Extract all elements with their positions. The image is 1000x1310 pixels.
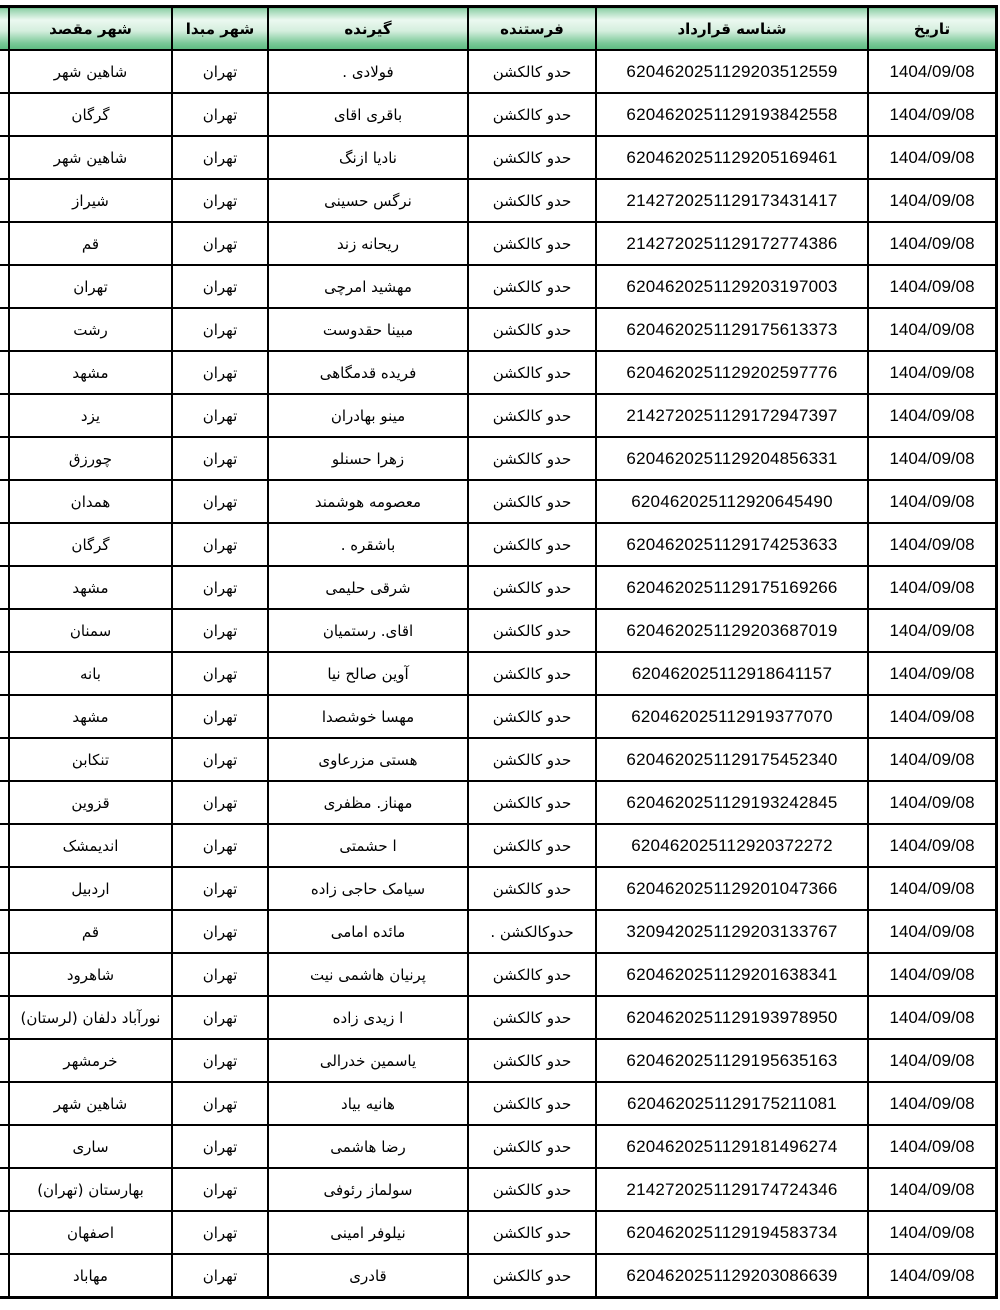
cell-date: 1404/09/08 bbox=[868, 179, 997, 222]
cell-destination: یزد bbox=[9, 394, 172, 437]
cell-origin: تهران bbox=[172, 179, 268, 222]
column-header-receiver: گیرنده bbox=[268, 7, 468, 51]
table-row bbox=[0, 1125, 997, 1168]
cell-contract_id: 2142720251129174724346 bbox=[596, 1168, 868, 1211]
cell-sender: حدو کالکشن bbox=[468, 222, 596, 265]
cell-sender: حدو کالکشن bbox=[468, 738, 596, 781]
cell-origin: تهران bbox=[172, 351, 268, 394]
cell-receiver: زهرا حسنلو bbox=[268, 437, 468, 480]
cell-sender: حدو کالکشن bbox=[468, 566, 596, 609]
cell-destination: شاهین شهر bbox=[9, 136, 172, 179]
cell-date: 1404/09/08 bbox=[868, 480, 997, 523]
cell-destination: گرگان bbox=[9, 523, 172, 566]
cell-date: 1404/09/08 bbox=[868, 738, 997, 781]
table-row bbox=[0, 1168, 997, 1211]
cell-contract_id: 6204620251129201047366 bbox=[596, 867, 868, 910]
cell-destination: قم bbox=[9, 910, 172, 953]
column-header-sender: فرستنده bbox=[468, 7, 596, 51]
cell-contract_id: 6204620251129203086639 bbox=[596, 1254, 868, 1298]
cell-sender: حدو کالکشن bbox=[468, 93, 596, 136]
cell-origin: تهران bbox=[172, 910, 268, 953]
cell-origin: تهران bbox=[172, 394, 268, 437]
cell-receiver: سیامک حاجی زاده bbox=[268, 867, 468, 910]
table-row bbox=[0, 222, 997, 265]
cell-contract_id: 6204620251129205169461 bbox=[596, 136, 868, 179]
cell-receiver: پرنیان هاشمی نیت bbox=[268, 953, 468, 996]
cell-date: 1404/09/08 bbox=[868, 222, 997, 265]
cell-receiver: نیلوفر امینی bbox=[268, 1211, 468, 1254]
cell-destination: بهارستان (تهران) bbox=[9, 1168, 172, 1211]
cell-receiver: هستی مزرعاوی bbox=[268, 738, 468, 781]
cell-contract_id: 3209420251129203133767 bbox=[596, 910, 868, 953]
cell-destination: سمنان bbox=[9, 609, 172, 652]
cell-contract_id: 6204620251129201638341 bbox=[596, 953, 868, 996]
cell-index bbox=[0, 265, 9, 308]
cell-index bbox=[0, 1125, 9, 1168]
cell-contract_id: 620462025112918641157 bbox=[596, 652, 868, 695]
cell-date: 1404/09/08 bbox=[868, 308, 997, 351]
table-row bbox=[0, 523, 997, 566]
cell-date: 1404/09/08 bbox=[868, 781, 997, 824]
table-row bbox=[0, 738, 997, 781]
cell-index bbox=[0, 738, 9, 781]
cell-origin: تهران bbox=[172, 695, 268, 738]
cell-sender: حدو کالکشن bbox=[468, 265, 596, 308]
cell-origin: تهران bbox=[172, 953, 268, 996]
column-header-origin: شهر مبدا bbox=[172, 7, 268, 51]
cell-contract_id: 6204620251129193842558 bbox=[596, 93, 868, 136]
cell-destination: تنکابن bbox=[9, 738, 172, 781]
cell-contract_id: 2142720251129172947397 bbox=[596, 394, 868, 437]
table-row bbox=[0, 867, 997, 910]
cell-origin: تهران bbox=[172, 136, 268, 179]
cell-sender: حدو کالکشن bbox=[468, 351, 596, 394]
table-row bbox=[0, 781, 997, 824]
cell-sender: حدو کالکشن bbox=[468, 953, 596, 996]
cell-contract_id: 6204620251129193978950 bbox=[596, 996, 868, 1039]
cell-receiver: رضا هاشمی bbox=[268, 1125, 468, 1168]
cell-contract_id: 2142720251129172774386 bbox=[596, 222, 868, 265]
cell-receiver: باشقره . bbox=[268, 523, 468, 566]
cell-origin: تهران bbox=[172, 523, 268, 566]
cell-date: 1404/09/08 bbox=[868, 824, 997, 867]
cell-index bbox=[0, 136, 9, 179]
cell-date: 1404/09/08 bbox=[868, 996, 997, 1039]
cell-destination: شاهین شهر bbox=[9, 1082, 172, 1125]
cell-origin: تهران bbox=[172, 1211, 268, 1254]
cell-destination: تهران bbox=[9, 265, 172, 308]
cell-date: 1404/09/08 bbox=[868, 1082, 997, 1125]
cell-receiver: شرقی حلیمی bbox=[268, 566, 468, 609]
table-row bbox=[0, 652, 997, 695]
table-header bbox=[0, 7, 997, 51]
cell-receiver: یاسمین خدرالی bbox=[268, 1039, 468, 1082]
cell-origin: تهران bbox=[172, 93, 268, 136]
header-row bbox=[0, 7, 997, 51]
cell-date: 1404/09/08 bbox=[868, 867, 997, 910]
cell-index bbox=[0, 609, 9, 652]
cell-index bbox=[0, 652, 9, 695]
cell-index bbox=[0, 781, 9, 824]
cell-destination: شیراز bbox=[9, 179, 172, 222]
cell-destination: نورآباد دلفان (لرستان) bbox=[9, 996, 172, 1039]
cell-origin: تهران bbox=[172, 222, 268, 265]
cell-date: 1404/09/08 bbox=[868, 523, 997, 566]
cell-index bbox=[0, 824, 9, 867]
cell-index bbox=[0, 523, 9, 566]
cell-contract_id: 620462025112920372272 bbox=[596, 824, 868, 867]
cell-index bbox=[0, 437, 9, 480]
cell-destination: اندیمشک bbox=[9, 824, 172, 867]
cell-contract_id: 6204620251129204856331 bbox=[596, 437, 868, 480]
cell-receiver: ریحانه زند bbox=[268, 222, 468, 265]
table-row bbox=[0, 480, 997, 523]
column-header-date: تاریخ bbox=[868, 7, 997, 51]
cell-sender: حدو کالکشن bbox=[468, 652, 596, 695]
cell-date: 1404/09/08 bbox=[868, 652, 997, 695]
cell-receiver: باقری اقای bbox=[268, 93, 468, 136]
cell-destination: شاهین شهر bbox=[9, 50, 172, 93]
cell-origin: تهران bbox=[172, 437, 268, 480]
cell-destination: گرگان bbox=[9, 93, 172, 136]
cell-origin: تهران bbox=[172, 738, 268, 781]
cell-date: 1404/09/08 bbox=[868, 695, 997, 738]
cell-date: 1404/09/08 bbox=[868, 1254, 997, 1298]
cell-index bbox=[0, 179, 9, 222]
column-header-contract-id: شناسه قرارداد bbox=[596, 7, 868, 51]
cell-sender: حدو کالکشن bbox=[468, 437, 596, 480]
cell-sender: حدو کالکشن bbox=[468, 394, 596, 437]
cell-date: 1404/09/08 bbox=[868, 953, 997, 996]
cell-index bbox=[0, 566, 9, 609]
cell-index bbox=[0, 996, 9, 1039]
cell-receiver: سولماز رئوفی bbox=[268, 1168, 468, 1211]
cell-receiver: مهشید امرچی bbox=[268, 265, 468, 308]
cell-date: 1404/09/08 bbox=[868, 1039, 997, 1082]
table-row bbox=[0, 93, 997, 136]
cell-index bbox=[0, 695, 9, 738]
cell-index bbox=[0, 351, 9, 394]
cell-receiver: مهسا خوشصدا bbox=[268, 695, 468, 738]
cell-destination: مهاباد bbox=[9, 1254, 172, 1298]
cell-sender: حدو کالکشن bbox=[468, 1125, 596, 1168]
column-header-destination: شهر مقصد bbox=[9, 7, 172, 51]
cell-index bbox=[0, 50, 9, 93]
cell-sender: حدو کالکشن bbox=[468, 1039, 596, 1082]
cell-date: 1404/09/08 bbox=[868, 93, 997, 136]
table-row bbox=[0, 910, 997, 953]
table-row bbox=[0, 1254, 997, 1298]
cell-origin: تهران bbox=[172, 996, 268, 1039]
cell-index bbox=[0, 1254, 9, 1298]
cell-destination: بانه bbox=[9, 652, 172, 695]
cell-origin: تهران bbox=[172, 50, 268, 93]
table-row bbox=[0, 1082, 997, 1125]
cell-receiver: ا حشمتی bbox=[268, 824, 468, 867]
cell-origin: تهران bbox=[172, 652, 268, 695]
cell-date: 1404/09/08 bbox=[868, 394, 997, 437]
cell-destination: مشهد bbox=[9, 351, 172, 394]
cell-contract_id: 620462025112920645490 bbox=[596, 480, 868, 523]
table-body bbox=[0, 50, 997, 1298]
cell-index bbox=[0, 480, 9, 523]
cell-index bbox=[0, 1168, 9, 1211]
cell-sender: حدو کالکشن bbox=[468, 523, 596, 566]
cell-contract_id: 6204620251129181496274 bbox=[596, 1125, 868, 1168]
cell-contract_id: 6204620251129174253633 bbox=[596, 523, 868, 566]
cell-sender: حدو کالکشن bbox=[468, 308, 596, 351]
cell-origin: تهران bbox=[172, 609, 268, 652]
cell-destination: مشهد bbox=[9, 566, 172, 609]
cell-destination: همدان bbox=[9, 480, 172, 523]
cell-origin: تهران bbox=[172, 308, 268, 351]
table-row bbox=[0, 179, 997, 222]
cell-origin: تهران bbox=[172, 480, 268, 523]
cell-receiver: فولادی . bbox=[268, 50, 468, 93]
cell-contract_id: 6204620251129175169266 bbox=[596, 566, 868, 609]
table-row bbox=[0, 695, 997, 738]
table-row bbox=[0, 50, 997, 93]
cell-destination: خرمشهر bbox=[9, 1039, 172, 1082]
cell-destination: مشهد bbox=[9, 695, 172, 738]
cell-index bbox=[0, 867, 9, 910]
column-header-index bbox=[0, 7, 9, 51]
cell-sender: حدو کالکشن bbox=[468, 1211, 596, 1254]
cell-contract_id: 6204620251129195635163 bbox=[596, 1039, 868, 1082]
cell-destination: اردبیل bbox=[9, 867, 172, 910]
cell-destination: قزوین bbox=[9, 781, 172, 824]
cell-origin: تهران bbox=[172, 1125, 268, 1168]
shipments-table bbox=[0, 5, 998, 1299]
cell-sender: حدو کالکشن bbox=[468, 50, 596, 93]
cell-index bbox=[0, 910, 9, 953]
table-row bbox=[0, 824, 997, 867]
cell-date: 1404/09/08 bbox=[868, 437, 997, 480]
cell-sender: حدو کالکشن bbox=[468, 480, 596, 523]
table-row bbox=[0, 136, 997, 179]
table-row bbox=[0, 394, 997, 437]
table-row bbox=[0, 953, 997, 996]
cell-sender: حدو کالکشن bbox=[468, 1168, 596, 1211]
table-row bbox=[0, 609, 997, 652]
cell-origin: تهران bbox=[172, 1082, 268, 1125]
cell-index bbox=[0, 394, 9, 437]
cell-receiver: قادری bbox=[268, 1254, 468, 1298]
cell-origin: تهران bbox=[172, 1254, 268, 1298]
cell-destination: شاهرود bbox=[9, 953, 172, 996]
cell-date: 1404/09/08 bbox=[868, 1211, 997, 1254]
cell-contract_id: 6204620251129203687019 bbox=[596, 609, 868, 652]
cell-receiver: ا زیدی زاده bbox=[268, 996, 468, 1039]
cell-date: 1404/09/08 bbox=[868, 566, 997, 609]
cell-receiver: مائده امامی bbox=[268, 910, 468, 953]
cell-destination: چورزق bbox=[9, 437, 172, 480]
cell-origin: تهران bbox=[172, 781, 268, 824]
cell-destination: ساری bbox=[9, 1125, 172, 1168]
cell-contract_id: 6204620251129193242845 bbox=[596, 781, 868, 824]
cell-date: 1404/09/08 bbox=[868, 1168, 997, 1211]
cell-contract_id: 6204620251129202597776 bbox=[596, 351, 868, 394]
cell-contract_id: 6204620251129203512559 bbox=[596, 50, 868, 93]
table-row bbox=[0, 308, 997, 351]
cell-origin: تهران bbox=[172, 566, 268, 609]
cell-sender: حدو کالکشن bbox=[468, 695, 596, 738]
table-row bbox=[0, 566, 997, 609]
cell-date: 1404/09/08 bbox=[868, 351, 997, 394]
cell-index bbox=[0, 1211, 9, 1254]
cell-index bbox=[0, 93, 9, 136]
cell-sender: حدو کالکشن bbox=[468, 179, 596, 222]
table-row bbox=[0, 1039, 997, 1082]
cell-sender: حدو کالکشن bbox=[468, 609, 596, 652]
cell-date: 1404/09/08 bbox=[868, 910, 997, 953]
cell-origin: تهران bbox=[172, 1039, 268, 1082]
cell-sender: حدو کالکشن bbox=[468, 824, 596, 867]
cell-origin: تهران bbox=[172, 1168, 268, 1211]
cell-receiver: نادیا ازنگ bbox=[268, 136, 468, 179]
cell-destination: رشت bbox=[9, 308, 172, 351]
cell-contract_id: 620462025112919377070 bbox=[596, 695, 868, 738]
cell-date: 1404/09/08 bbox=[868, 1125, 997, 1168]
cell-contract_id: 6204620251129203197003 bbox=[596, 265, 868, 308]
cell-index bbox=[0, 953, 9, 996]
cell-receiver: مبینا حقدوست bbox=[268, 308, 468, 351]
table-row bbox=[0, 265, 997, 308]
cell-destination: قم bbox=[9, 222, 172, 265]
cell-sender: حدو کالکشن bbox=[468, 1082, 596, 1125]
table-row bbox=[0, 996, 997, 1039]
cell-sender: حدو کالکشن bbox=[468, 136, 596, 179]
cell-contract_id: 6204620251129194583734 bbox=[596, 1211, 868, 1254]
table-row bbox=[0, 437, 997, 480]
cell-origin: تهران bbox=[172, 824, 268, 867]
cell-receiver: نرگس حسینی bbox=[268, 179, 468, 222]
cell-receiver: اقای. رستمیان bbox=[268, 609, 468, 652]
cell-origin: تهران bbox=[172, 867, 268, 910]
cell-receiver: معصومه هوشمند bbox=[268, 480, 468, 523]
cell-receiver: فریده قدمگاهی bbox=[268, 351, 468, 394]
cell-date: 1404/09/08 bbox=[868, 50, 997, 93]
cell-date: 1404/09/08 bbox=[868, 265, 997, 308]
cell-contract_id: 6204620251129175613373 bbox=[596, 308, 868, 351]
cell-sender: حدو کالکشن bbox=[468, 867, 596, 910]
cell-sender: حدوکالکشن . bbox=[468, 910, 596, 953]
cell-sender: حدو کالکشن bbox=[468, 1254, 596, 1298]
table-row bbox=[0, 351, 997, 394]
cell-sender: حدو کالکشن bbox=[468, 781, 596, 824]
cell-sender: حدو کالکشن bbox=[468, 996, 596, 1039]
cell-index bbox=[0, 1082, 9, 1125]
cell-contract_id: 2142720251129173431417 bbox=[596, 179, 868, 222]
cell-index bbox=[0, 222, 9, 265]
cell-receiver: آوین صالح نیا bbox=[268, 652, 468, 695]
cell-receiver: هانیه بیاد bbox=[268, 1082, 468, 1125]
cell-index bbox=[0, 308, 9, 351]
cell-destination: اصفهان bbox=[9, 1211, 172, 1254]
cell-date: 1404/09/08 bbox=[868, 609, 997, 652]
cell-receiver: مینو بهادران bbox=[268, 394, 468, 437]
table-row bbox=[0, 1211, 997, 1254]
cell-contract_id: 6204620251129175211081 bbox=[596, 1082, 868, 1125]
cell-index bbox=[0, 1039, 9, 1082]
cell-contract_id: 6204620251129175452340 bbox=[596, 738, 868, 781]
cell-date: 1404/09/08 bbox=[868, 136, 997, 179]
cell-origin: تهران bbox=[172, 265, 268, 308]
cell-receiver: مهناز. مظفری bbox=[268, 781, 468, 824]
